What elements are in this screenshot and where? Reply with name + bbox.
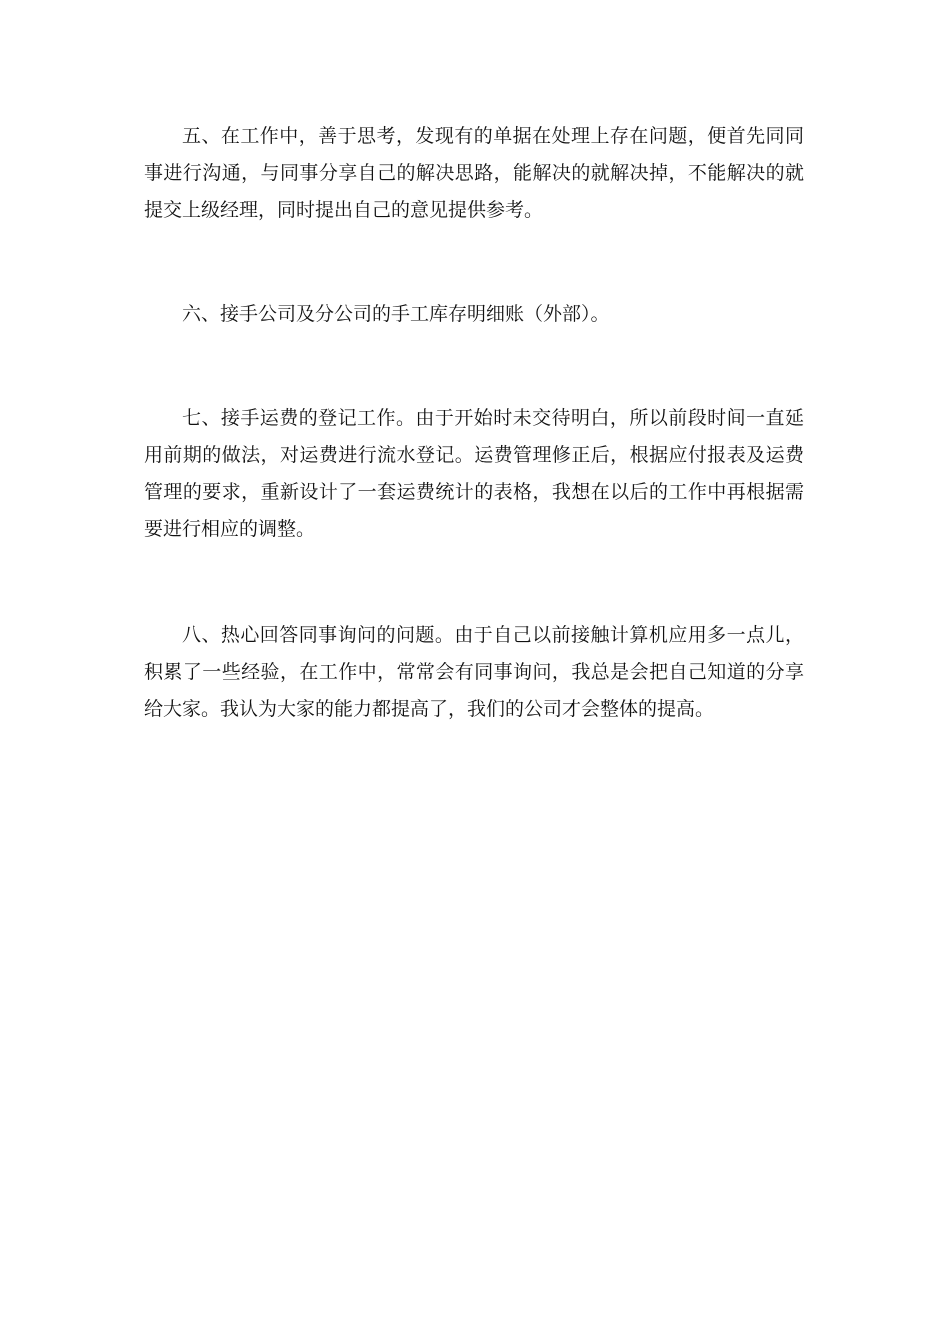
paragraph-six: 六、接手公司及分公司的手工库存明细账（外部）。 <box>182 303 610 325</box>
paragraph-seven: 七、接手运费的登记工作。由于开始时未交待明白，所以前段时间一直延用前期的做法，对运费进行流水登记。运费管理修正后，根据应付报表及运费管理的要求，重新设计了一套运费统计的表格，我想在以后的工作中再根据需要进行相应的调整。 <box>144 407 804 540</box>
paragraph-eight: 八、热心回答同事询问的问题。由于自己以前接触计算机应用多一点儿，积累了一些经验，在工作中，常常会有同事询问，我总是会把自己知道的分享给大家。我认为大家的能力都提高了，我们的公司才会整体的提高。 <box>144 624 804 720</box>
paragraph-five: 五、在工作中，善于思考，发现有的单据在处理上存在问题，便首先同同事进行沟通，与同事分享自己的解决思路，能解决的就解决掉，不能解决的就提交上级经理，同时提出自己的意见提供参考。 <box>144 125 804 221</box>
